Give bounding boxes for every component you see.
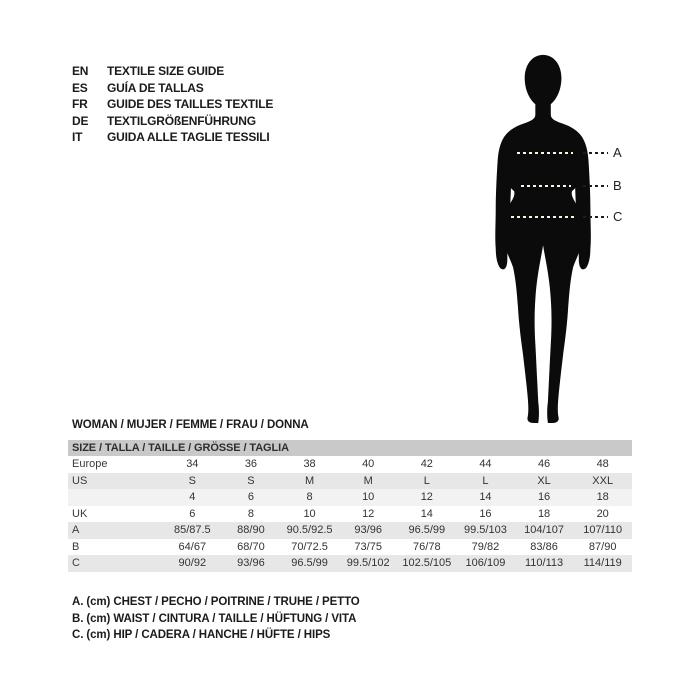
hip-line-on-body <box>511 216 574 218</box>
size-cell: 90/92 <box>178 557 207 570</box>
size-cell: 16 <box>479 507 492 520</box>
marker-label-chest: A <box>613 145 622 160</box>
size-cell: 93/96 <box>354 524 382 537</box>
language-list <box>72 64 273 147</box>
table-row <box>68 555 632 572</box>
size-cell: 20 <box>596 507 609 520</box>
size-cell: 114/119 <box>583 557 622 570</box>
language-label: TEXTILGRÖßENFÜHRUNG <box>107 113 256 128</box>
size-cell: 16 <box>537 491 551 504</box>
size-cell: 102.5/105 <box>402 557 452 570</box>
woman-silhouette-figure <box>487 52 603 424</box>
row-label: B <box>72 540 80 553</box>
size-cell: 8 <box>306 491 313 504</box>
table-row <box>68 456 632 473</box>
size-cell: 83/86 <box>530 540 558 553</box>
size-cell: 68/70 <box>237 540 265 553</box>
table-row <box>68 506 632 523</box>
chest-line-callout <box>583 152 608 154</box>
language-row-it <box>72 130 273 147</box>
size-cell: 40 <box>362 458 375 471</box>
chest-line-on-body <box>517 152 573 154</box>
size-cell: 106/109 <box>465 557 506 570</box>
language-label: TEXTILE SIZE GUIDE <box>107 64 225 78</box>
size-cell: 96.5/99 <box>291 557 328 570</box>
waist-line-callout <box>583 185 608 187</box>
size-cell: 14 <box>479 491 492 504</box>
row-label: Europe <box>72 458 108 471</box>
row-label <box>68 489 163 506</box>
measurement-note: C. (cm) HIP / CADERA / HANCHE / HÜFTE / HIPS <box>72 629 331 641</box>
size-cell: 99.5/103 <box>464 524 507 537</box>
waist-line-on-body <box>521 185 571 187</box>
section-title-woman: WOMAN / MUJER / FEMME / FRAU / DONNA <box>72 419 309 431</box>
size-cell: XL <box>537 474 551 487</box>
silhouette-shape <box>495 55 591 423</box>
woman-silhouette-svg <box>487 52 603 424</box>
size-cell: 34 <box>186 458 199 471</box>
hip-line-callout <box>583 216 608 218</box>
size-cell: XXL <box>592 474 614 487</box>
table-row <box>68 473 632 490</box>
size-cell: S <box>247 474 255 487</box>
size-cell: 44 <box>479 458 492 471</box>
language-label: GUÍA DE TALLAS <box>107 80 204 95</box>
size-cell: 85/87.5 <box>173 524 211 537</box>
row-label: A <box>72 524 80 537</box>
size-cell: 99.5/102 <box>346 557 390 570</box>
size-cell: 18 <box>596 491 609 504</box>
marker-label-waist: B <box>613 178 622 193</box>
table-row <box>68 489 632 506</box>
size-cell: 88/90 <box>237 524 265 537</box>
size-cell: 93/96 <box>237 557 265 570</box>
language-code: IT <box>72 130 83 144</box>
size-cell: 48 <box>596 458 609 471</box>
language-code: EN <box>72 64 89 78</box>
size-table-header: SIZE / TALLA / TAILLE / GRÖSSE / TAGLIA <box>68 440 632 456</box>
size-cell: 107/110 <box>583 524 623 537</box>
size-cell: 90.5/92.5 <box>286 524 333 537</box>
size-cell: 10 <box>303 507 316 520</box>
size-cell: L <box>482 474 489 487</box>
table-row <box>68 539 632 556</box>
size-cell: 4 <box>189 491 196 504</box>
row-label: C <box>72 557 80 570</box>
size-cell: 76/78 <box>413 540 441 553</box>
size-cell: M <box>304 474 315 487</box>
row-label: US <box>72 474 88 487</box>
size-cell: 14 <box>420 507 433 520</box>
size-cell: 18 <box>537 507 551 520</box>
language-row-es <box>72 81 273 98</box>
size-cell: 6 <box>189 507 196 520</box>
size-cell: 73/75 <box>354 540 382 553</box>
marker-label-hip: C <box>613 209 623 224</box>
size-cell: 10 <box>362 491 375 504</box>
size-cell: 12 <box>420 491 433 504</box>
language-label: GUIDE DES TAILLES TEXTILE <box>107 97 274 111</box>
size-cell: 110/113 <box>524 557 564 570</box>
size-cell: 12 <box>362 507 375 520</box>
row-label: UK <box>72 507 88 520</box>
size-cell: 104/107 <box>524 524 564 537</box>
language-row-en <box>72 64 273 81</box>
size-cell: L <box>423 474 430 487</box>
table-row <box>68 522 632 539</box>
language-code: FR <box>72 97 88 111</box>
size-cell: 38 <box>303 458 316 471</box>
size-cell: 6 <box>247 491 254 504</box>
language-code: ES <box>72 80 88 95</box>
size-cell: 46 <box>537 458 551 471</box>
size-table-grid <box>68 456 632 572</box>
size-cell: M <box>363 474 373 487</box>
language-code: DE <box>72 113 89 128</box>
measurement-note: A. (cm) CHEST / PECHO / POITRINE / TRUHE / PETTO <box>72 596 360 608</box>
size-cell: 70/72.5 <box>291 540 328 553</box>
size-cell: 79/82 <box>471 540 500 553</box>
size-cell: 42 <box>420 458 433 471</box>
size-cell: S <box>188 474 196 487</box>
measurement-notes <box>72 596 360 646</box>
size-cell: 87/90 <box>588 540 617 553</box>
language-row-fr <box>72 97 273 114</box>
size-cell: 8 <box>247 507 254 520</box>
measurement-note: B. (cm) WAIST / CINTURA / TAILLE / HÜFTUNG / VITA <box>72 612 357 625</box>
size-table-body <box>68 456 632 572</box>
language-label: GUIDA ALLE TAGLIE TESSILI <box>107 130 270 144</box>
size-cell: 64/67 <box>178 540 207 553</box>
size-cell: 96.5/99 <box>408 524 446 537</box>
language-row-de <box>72 114 273 131</box>
size-cell: 36 <box>244 458 258 471</box>
size-table <box>68 440 632 572</box>
